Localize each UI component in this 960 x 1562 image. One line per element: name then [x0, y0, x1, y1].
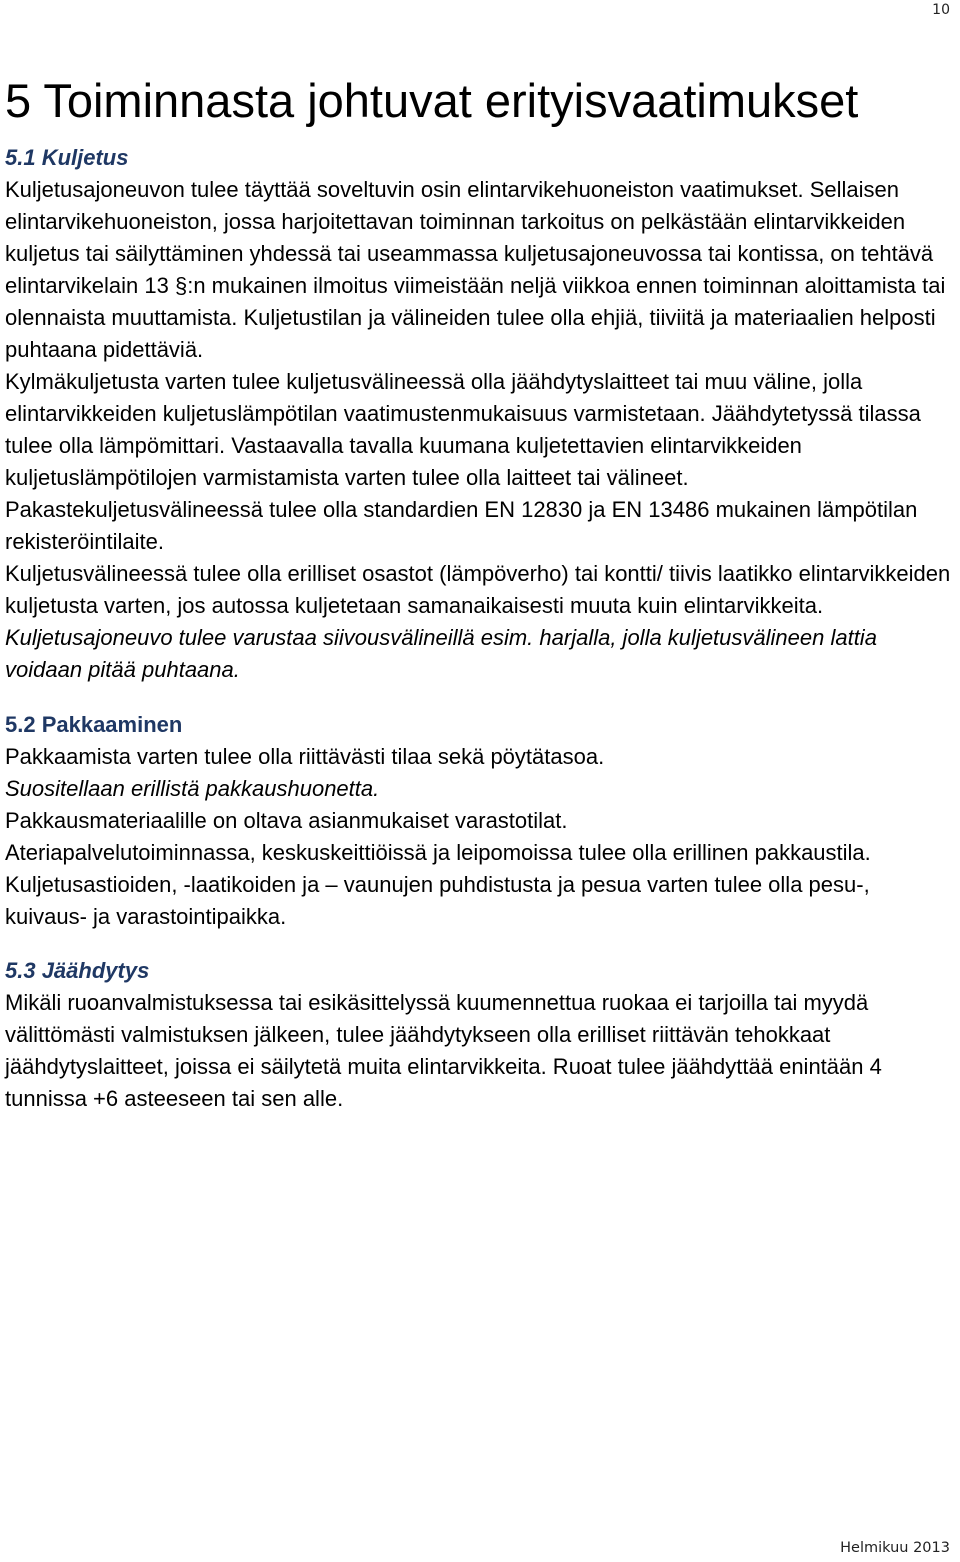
paragraph: Pakkausmateriaalille on oltava asianmukaiset varastotilat. [5, 808, 568, 833]
paragraph: Mikäli ruoanvalmistuksessa tai esikäsittelyssä kuumennettua ruokaa ei tarjoilla tai myydä välittömästi valmistuksen jälkeen, tulee jäähdytykseen olla erilliset riittävän tehokkaat jäähdytyslaitteet, joissa ei säilytetä muita elintarvikkeita. Ruoat tulee jäähdyttää enintään 4 tunnissa +6 asteeseen tai sen alle. [5, 990, 882, 1111]
document-body [5, 70, 955, 1115]
page-number: 10 [932, 2, 950, 18]
paragraph: Kylmäkuljetusta varten tulee kuljetusvälineessä olla jäähdytyslaitteet tai muu väline, jolla elintarvikkeiden kuljetuslämpötilan vaatimustenmukaisuus varmistetaan. Jäähdytetyssä tilassa tulee olla lämpömittari. Vastaavalla tavalla kuumana kuljetettavien elintarvikkeiden kuljetuslämpötilojen varmistamista varten tulee olla laitteet tai välineet. [5, 369, 921, 490]
italic-note: Kuljetusajoneuvo tulee varustaa siivousvälineillä esim. harjalla, jolla kuljetusvälineen lattia voidaan pitää puhtaana. [5, 625, 877, 682]
paragraph: Pakastekuljetusvälineessä tulee olla standardien EN 12830 ja EN 13486 mukainen lämpötilan rekisteröintilaite. [5, 497, 918, 554]
section-heading-kuljetus: 5.1 Kuljetus [5, 145, 129, 170]
paragraph: Kuljetusajoneuvon tulee täyttää soveltuvin osin elintarvikehuoneiston vaatimukset. Sellaisen elintarvikehuoneiston, jossa harjoitettavan toiminnan tarkoitus on pelkästään elintarvikkeiden kuljetus tai säilyttäminen yhdessä tai useammassa kuljetusajoneuvossa tai kontissa, on tehtävä elintarvikelain 13 §:n mukainen ilmoitus viimeistään neljä viikkoa ennen toiminnan aloittamista tai olennaista muuttamista. Kuljetustilan ja välineiden tulee olla ehjiä, tiiviitä ja materiaalien helposti puhtaana pidettäviä. [5, 177, 946, 362]
page-title: 5 Toiminnasta johtuvat erityisvaatimukset [5, 74, 859, 127]
section-pakkaaminen [5, 709, 955, 933]
section-kuljetus [5, 142, 955, 686]
paragraph: Ateriapalvelutoiminnassa, keskuskeittiöissä ja leipomoissa tulee olla erillinen pakkaustila. Kuljetusastioiden, -laatikoiden ja – vaunujen puhdistusta ja pesua varten tulee olla pesu-, kuivaus- ja varastointipaikka. [5, 840, 871, 929]
italic-note: Suositellaan erillistä pakkaushuonetta. [5, 776, 380, 801]
paragraph: Pakkaamista varten tulee olla riittävästi tilaa sekä pöytätasoa. [5, 744, 605, 769]
section-jaahdytys [5, 955, 955, 1115]
section-heading-pakkaaminen: 5.2 Pakkaaminen [5, 712, 183, 737]
paragraph: Kuljetusvälineessä tulee olla erilliset osastot (lämpöverho) tai kontti/ tiivis laatikko elintarvikkeiden kuljetusta varten, jos autossa kuljetetaan samanaikaisesti muuta kuin elintarvikkeita. [5, 561, 951, 618]
section-heading-jaahdytys: 5.3 Jäähdytys [5, 958, 150, 983]
footer-date: Helmikuu 2013 [840, 1540, 950, 1556]
